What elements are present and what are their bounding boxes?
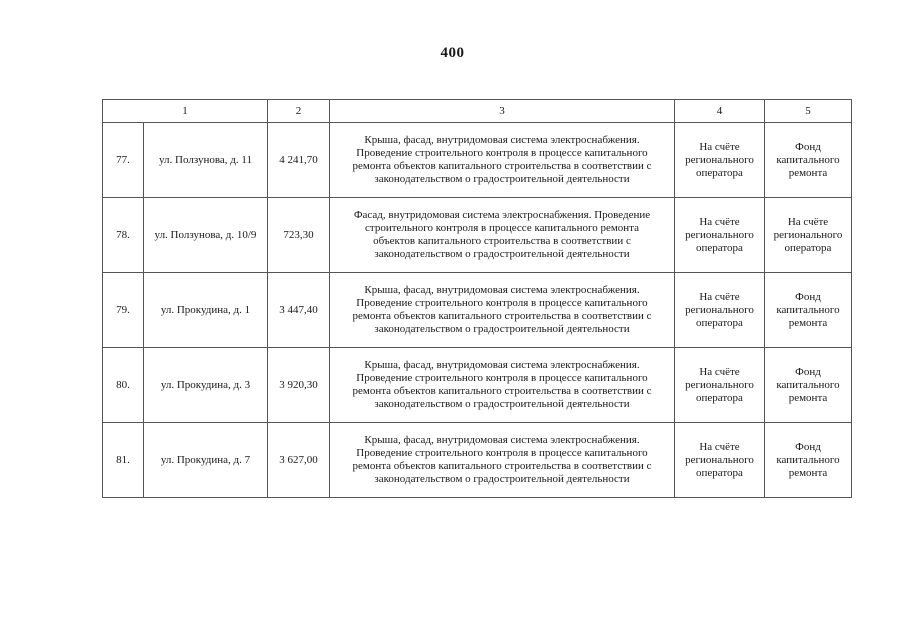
row-area: 4 241,70 (268, 123, 330, 198)
row-area: 3 920,30 (268, 348, 330, 423)
row-address: ул. Ползунова, д. 10/9 (144, 198, 268, 273)
row-area: 723,30 (268, 198, 330, 273)
table-row (103, 123, 852, 198)
owner-line: оператора (696, 466, 743, 479)
owner-line: На счёте (699, 140, 740, 153)
fund-line: На счёте (787, 215, 829, 228)
row-account-holder (675, 123, 765, 198)
row-works (330, 273, 675, 348)
works-line: законодательством о градостроительной деятельности (374, 173, 630, 185)
row-number: 78. (103, 198, 144, 273)
fund-line: капитального (776, 153, 840, 166)
table-row (103, 348, 852, 423)
table-row (103, 273, 852, 348)
works-line: законодательством о градостроительной деятельности (374, 473, 630, 485)
header-cell-4: 4 (675, 100, 765, 123)
fund-line: Фонд (795, 440, 821, 453)
row-number: 79. (103, 273, 144, 348)
works-line: ремонта объектов капитального строительства в соответствии с (352, 385, 652, 397)
works-line: Проведение строительного контроля в процессе капитального (356, 447, 648, 459)
owner-line: оператора (696, 166, 743, 179)
owner-line: регионального (685, 153, 754, 166)
row-fund (765, 123, 852, 198)
works-line: строительного контроля в процессе капитального ремонта (365, 222, 639, 234)
works-line: законодательством о градостроительной деятельности (374, 323, 630, 335)
table-row (103, 423, 852, 498)
row-address: ул. Прокудина, д. 7 (144, 423, 268, 498)
works-line: Крыша, фасад, внутридомовая система электроснабжения. (364, 134, 640, 146)
row-address: ул. Прокудина, д. 1 (144, 273, 268, 348)
table-header-row (103, 100, 852, 123)
fund-line: Фонд (795, 365, 821, 378)
row-fund (765, 423, 852, 498)
works-line: объектов капитального строительства в соответствии с (373, 235, 631, 247)
capital-repair-table (102, 99, 852, 498)
fund-line: капитального (776, 453, 840, 466)
fund-line: ремонта (788, 466, 828, 479)
works-line: законодательством о градостроительной деятельности (374, 248, 630, 260)
fund-line: ремонта (788, 391, 828, 404)
works-line: Фасад, внутридомовая система электроснабжения. Проведение (353, 209, 651, 221)
fund-line: регионального (773, 228, 843, 241)
owner-line: регионального (685, 453, 754, 466)
owner-line: На счёте (699, 290, 740, 303)
works-line: Крыша, фасад, внутридомовая система электроснабжения. (364, 284, 640, 296)
owner-line: оператора (696, 241, 743, 254)
works-line: законодательством о градостроительной деятельности (374, 398, 630, 410)
works-line: Крыша, фасад, внутридомовая система электроснабжения. (364, 434, 640, 446)
header-cell-3: 3 (330, 100, 675, 123)
row-account-holder (675, 198, 765, 273)
works-line: ремонта объектов капитального строительства в соответствии с (352, 160, 652, 172)
row-fund (765, 273, 852, 348)
header-cell-1: 1 (103, 100, 268, 123)
header-cell-5: 5 (765, 100, 852, 123)
works-line: ремонта объектов капитального строительства в соответствии с (352, 310, 652, 322)
owner-line: регионального (685, 378, 754, 391)
page-number: 400 (440, 45, 465, 61)
owner-line: На счёте (699, 215, 740, 228)
owner-line: На счёте (699, 440, 740, 453)
row-account-holder (675, 273, 765, 348)
owner-line: регионального (685, 228, 754, 241)
header-cell-2: 2 (268, 100, 330, 123)
works-line: Проведение строительного контроля в процессе капитального (356, 372, 648, 384)
row-number: 80. (103, 348, 144, 423)
fund-line: капитального (776, 303, 840, 316)
works-line: Крыша, фасад, внутридомовая система электроснабжения. (364, 359, 640, 371)
fund-line: Фонд (795, 290, 821, 303)
fund-line: ремонта (788, 316, 828, 329)
row-number: 81. (103, 423, 144, 498)
row-area: 3 627,00 (268, 423, 330, 498)
works-line: ремонта объектов капитального строительства в соответствии с (352, 460, 652, 472)
row-fund (765, 198, 852, 273)
row-works (330, 123, 675, 198)
row-works (330, 348, 675, 423)
works-line: Проведение строительного контроля в процессе капитального (356, 147, 648, 159)
table-row (103, 198, 852, 273)
works-line: Проведение строительного контроля в процессе капитального (356, 297, 648, 309)
row-account-holder (675, 348, 765, 423)
row-address: ул. Прокудина, д. 3 (144, 348, 268, 423)
row-address: ул. Ползунова, д. 11 (144, 123, 268, 198)
row-number: 77. (103, 123, 144, 198)
fund-line: капитального (776, 378, 840, 391)
fund-line: оператора (784, 241, 832, 254)
row-works (330, 423, 675, 498)
owner-line: оператора (696, 316, 743, 329)
owner-line: На счёте (699, 365, 740, 378)
row-works (330, 198, 675, 273)
row-area: 3 447,40 (268, 273, 330, 348)
row-fund (765, 348, 852, 423)
owner-line: оператора (696, 391, 743, 404)
owner-line: регионального (685, 303, 754, 316)
fund-line: Фонд (795, 140, 821, 153)
fund-line: ремонта (788, 166, 828, 179)
row-account-holder (675, 423, 765, 498)
